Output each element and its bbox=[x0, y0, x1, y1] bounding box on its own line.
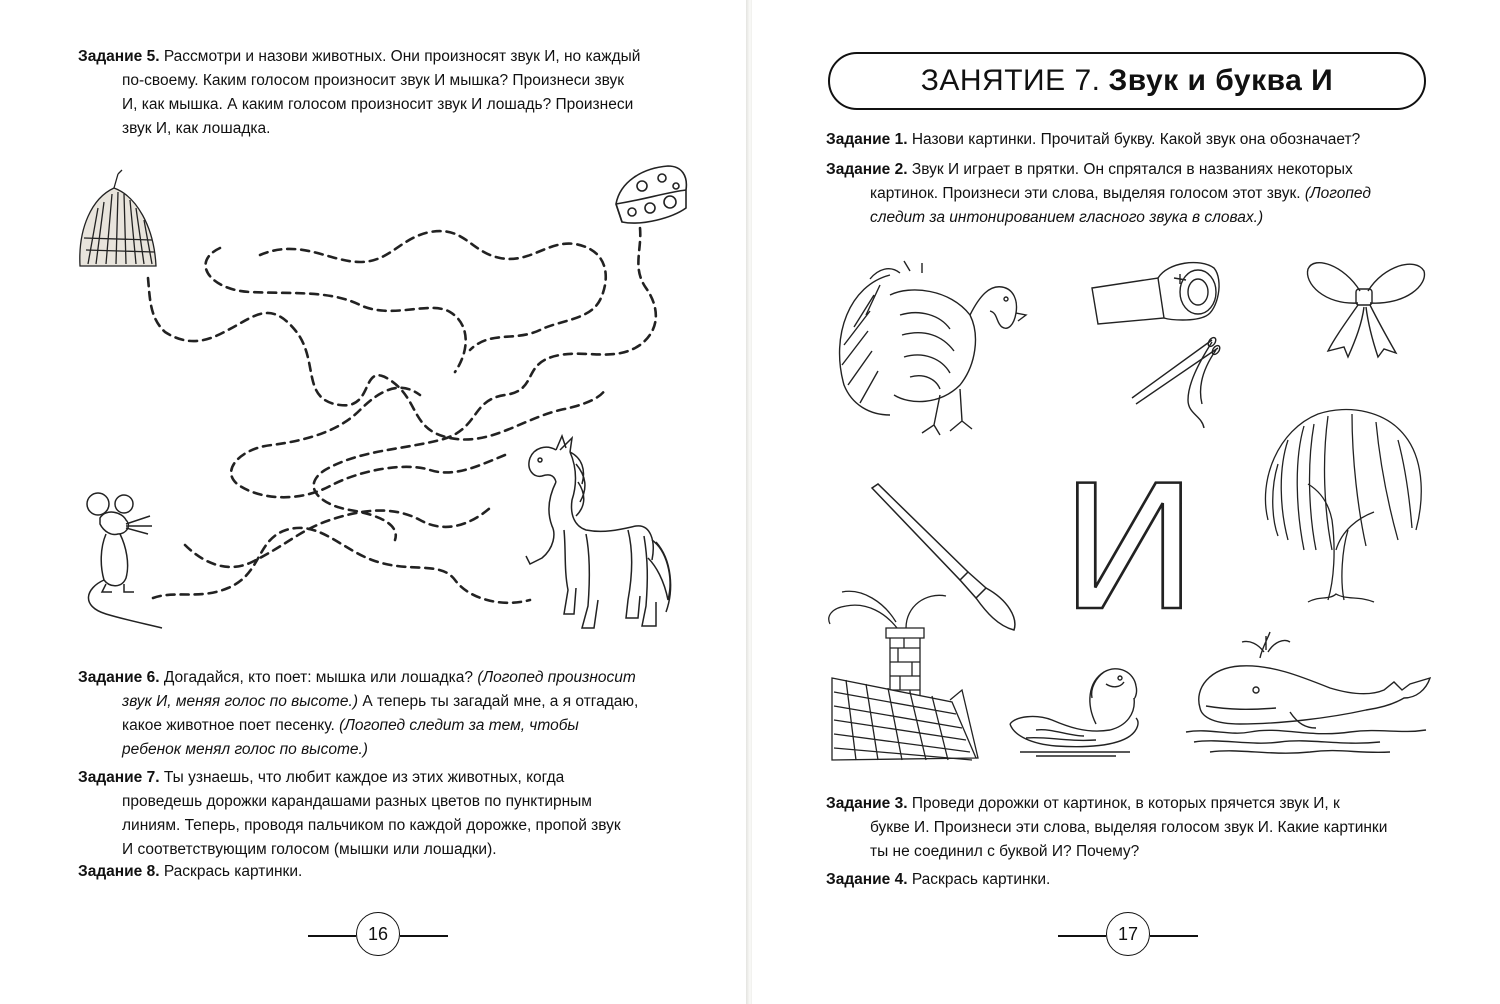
task-2 bbox=[826, 158, 1466, 230]
task-2-label: Задание 2. bbox=[826, 161, 908, 178]
task-1 bbox=[826, 128, 1466, 152]
task-6-text: Догадайся, кто поет: мышка или лошадка? bbox=[163, 669, 474, 686]
task-2-note: следит за интонированием гласного звука в словах.) bbox=[870, 209, 1264, 226]
task-2-note: (Логопед bbox=[1304, 185, 1371, 202]
needles-icon bbox=[1128, 334, 1224, 434]
task-6-note: (Логопед следит за тем, чтобы bbox=[339, 717, 579, 734]
task-6-note: ребенок менял голос по высоте.) bbox=[122, 741, 368, 758]
big-letter-i bbox=[1058, 448, 1200, 649]
task-6-note: (Логопед произносит bbox=[477, 669, 636, 686]
task-5-text: звук И, как лошадка. bbox=[122, 120, 271, 137]
task-3 bbox=[826, 792, 1486, 864]
maze-path-loop3 bbox=[185, 508, 490, 567]
task-5-text: И, как мышка. А каким голосом произносит звук И лошадь? Произнеси bbox=[122, 96, 634, 113]
big-letter-glyph: И bbox=[1059, 448, 1199, 649]
task-7-text: проведешь дорожки карандашами разных цветов по пунктирным bbox=[122, 793, 592, 810]
turkey-icon bbox=[830, 255, 1030, 440]
page-number-16 bbox=[308, 912, 448, 958]
lesson-number: ЗАНЯТИЕ 7. bbox=[920, 64, 1101, 97]
horse-icon bbox=[516, 430, 676, 635]
task-5-label: Задание 5. bbox=[78, 48, 160, 65]
left-page bbox=[0, 0, 748, 1004]
task-7-label: Задание 7. bbox=[78, 769, 160, 786]
task-1-label: Задание 1. bbox=[826, 131, 908, 148]
maze-path-horse bbox=[231, 388, 505, 497]
lesson-title bbox=[828, 52, 1426, 110]
maze-path-mouse bbox=[153, 528, 530, 603]
task-2-text: картинок. Произнеси эти слова, выделяя голосом этот звук. bbox=[870, 185, 1301, 202]
cheese-icon bbox=[612, 160, 692, 230]
task-6-text: А теперь ты загадай мне, а я отгадаю, bbox=[362, 693, 639, 710]
whale-icon bbox=[1180, 628, 1432, 764]
task-8-label: Задание 8. bbox=[78, 863, 160, 880]
task-8-text: Раскрась картинки. bbox=[163, 863, 303, 880]
duck-icon bbox=[1006, 664, 1144, 758]
task-6-note: звук И, меняя голос по высоте.) bbox=[122, 693, 358, 710]
task-5-text: по-своему. Каким голосом произносит звук И мышка? Произнеси звук bbox=[122, 72, 625, 89]
lesson-topic: Звук и буква И bbox=[1108, 64, 1334, 97]
task-7-text: Ты узнаешь, что любит каждое из этих животных, когда bbox=[163, 769, 565, 786]
hay-icon bbox=[74, 168, 160, 270]
task-3-text: Проведи дорожки от картинок, в которых прячется звук И, к bbox=[911, 795, 1340, 812]
mouse-icon bbox=[76, 488, 168, 630]
task-6-text: какое животное поет песенку. bbox=[122, 717, 335, 734]
task-4-text: Раскрась картинки. bbox=[911, 871, 1051, 888]
task-6-label: Задание 6. bbox=[78, 669, 160, 686]
task-3-text: ты не соединил с буквой И? Почему? bbox=[870, 843, 1140, 860]
task-7 bbox=[78, 766, 718, 862]
page-number-label: 16 bbox=[356, 912, 400, 956]
page-number-17 bbox=[1058, 912, 1198, 958]
maze-path-loop1 bbox=[260, 231, 606, 350]
bandage-icon bbox=[1088, 258, 1224, 326]
willow-icon bbox=[1248, 400, 1428, 606]
task-4 bbox=[826, 868, 1466, 892]
task-2-text: Звук И играет в прятки. Он спрятался в названиях некоторых bbox=[911, 161, 1353, 178]
task-5-text: Рассмотри и назови животных. Они произносят звук И, но каждый bbox=[163, 48, 641, 65]
right-page bbox=[752, 0, 1500, 1004]
task-4-label: Задание 4. bbox=[826, 871, 908, 888]
bow-icon bbox=[1304, 255, 1428, 359]
task-3-label: Задание 3. bbox=[826, 795, 908, 812]
task-8 bbox=[78, 860, 718, 884]
chimney-icon bbox=[826, 582, 986, 764]
page-number-label: 17 bbox=[1106, 912, 1150, 956]
task-7-text: И соответствующим голосом (мышки или лошадки). bbox=[122, 841, 497, 858]
task-1-text: Назови картинки. Прочитай букву. Какой звук она обозначает? bbox=[911, 131, 1361, 148]
task-3-text: букве И. Произнеси эти слова, выделяя голосом звук И. Какие картинки bbox=[870, 819, 1388, 836]
task-6 bbox=[78, 666, 718, 762]
task-7-text: линиям. Теперь, проводя пальчиком по каждой дорожке, пропой звук bbox=[122, 817, 621, 834]
maze-path-hay bbox=[148, 278, 605, 440]
maze-path-loop2 bbox=[206, 248, 466, 372]
